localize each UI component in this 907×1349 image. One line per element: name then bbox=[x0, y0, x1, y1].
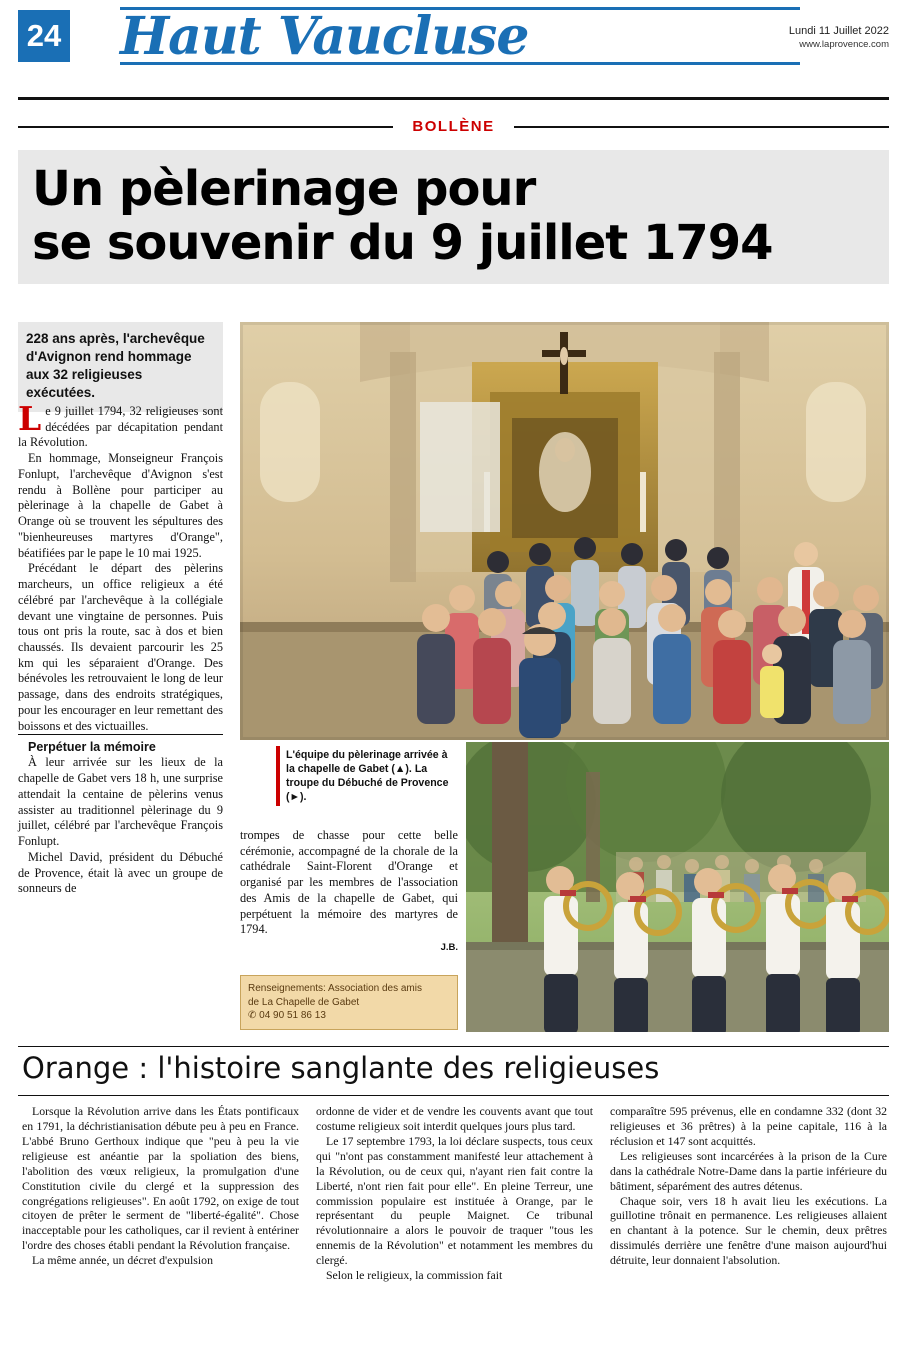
article1-paragraph-3: Précédant le départ des pèlerins marcheurs, un office religieux a été célébré par l'archevêque à la collégiale devant une vingtaine de personnes. Puis tous ont pris la route, sac à dos et bien chaussés. Ils devaient parcourir les 25 km qui les séparaient d'Orange. Des bénévoles les retrouvaient le long de leur passage, dans des endroits stratégiques, pour les encourager en leur remettant des boissons et des victuailles. bbox=[18, 561, 223, 733]
masthead-meta bbox=[789, 24, 889, 52]
article1-paragraph-4: À leur arrivée sur les lieux de la chapelle de Gabet vers 18 h, une surprise attendait la centaine de pèlerins venus assister au traditionnel pèlerinage du 9 juillet, célébré par l'archevêque François Fonlupt. bbox=[18, 755, 223, 849]
article1-paragraph-2: En hommage, Monseigneur François Fonlupt, l'archevêque d'Avignon s'est rendu à Bollène pour participer au pèlerinage à la chapelle de Gabet à Orange où se trouvent les sépultures des "bienheureuses martyres d'Orange", béatifiées par le pape le 10 mai 1925. bbox=[18, 451, 223, 560]
article1-column-left bbox=[18, 399, 223, 897]
header-divider bbox=[18, 97, 889, 100]
article2-col3-paragraph-1: comparaître 595 prévenus, elle en condamne 332 (dont 32 religieuses et 36 prêtres) à la peine capitale, 116 à la réclusion et 147 sont acquittés. bbox=[610, 1104, 887, 1148]
article1-paragraph-1-text: e 9 juillet 1794, 32 religieuses sont décédées par décapitation pendant la Révolution. bbox=[18, 404, 223, 450]
article2-rule-bottom bbox=[18, 1095, 889, 1096]
article1-info-box bbox=[240, 975, 458, 1030]
article1-paragraph-6: trompes de chasse pour cette belle cérémonie, accompagné de la chorale de la cathédrale Saint-Florent d'Orange et organisé par les membres de l'association des Amis de la chapelle de Gabet, qui perpétuent la mémoire des martyres de 1794. bbox=[240, 828, 458, 937]
article1-signature: J.B. bbox=[440, 942, 458, 954]
article2-col1-paragraph-1: Lorsque la Révolution arrive dans les États pontificaux en 1791, la déchristianisation débute peu à peu en France. L'abbé Bruno Gerthoux indique que "peu à peu la vie religieuse est anéantie par la spoliation des biens, l'abolition des vœux religieux, la promulgation d'une Constitution civile du clergé et la suppression des congrégations religieuses". En août 1792, on exige de tout citoyen de prêter le serment de "liberté-égalité". Chose inacceptable pour les catholiques, car il revient à entériner l'ordre des choses établi pendant la Révolution française. bbox=[22, 1104, 299, 1253]
dropcap: L bbox=[18, 399, 42, 438]
masthead-title: Haut Vaucluse bbox=[120, 6, 529, 67]
article1-column-mid bbox=[240, 828, 458, 954]
article1-chapeau: 228 ans après, l'archevêque d'Avignon rend hommage aux 32 religieuses exécutées. bbox=[18, 322, 223, 412]
article2-col3-paragraph-3: Chaque soir, vers 18 h avait lieu les exécutions. La guillotine trônait en permanence. Les religieuses allaient en chantant à la potence. Sur le chemin, deux prêtres dissimulés derrière une fenêtre d'une maison aujourd'hui détruite, leur donnaient l'absolution. bbox=[610, 1193, 887, 1268]
article1-subheading: Perpétuer la mémoire bbox=[18, 734, 223, 755]
article2-rule-top bbox=[18, 1046, 889, 1047]
article2-col2-paragraph-3: Selon le religieux, la commission fait bbox=[326, 1268, 503, 1283]
article1-headline-line2: se souvenir du 9 juillet 1794 bbox=[32, 215, 773, 272]
article1-secondary-photo bbox=[466, 742, 889, 1032]
article1-main-photo bbox=[240, 322, 889, 740]
article1-photo-caption: L'équipe du pèlerinage arrivée à la chapelle de Gabet (▲). La troupe du Débuché de Provence (►). bbox=[276, 746, 458, 806]
masthead bbox=[0, 0, 907, 72]
article2-column-2 bbox=[316, 1104, 593, 1283]
article2-col2-paragraph-2: Le 17 septembre 1793, la loi déclare suspects, tous ceux qui "n'ont pas constamment manifesté leur attachement à la Révolution, ou de ceux qui, n'ayant rien fait contre la Liberté, n'ont rien fait pour elle". En pleine Terreur, une commission populaire est instituée à Orange, par le représentant du peuple Maignet. Ce tribunal révolutionnaire a alors le pouvoir de traquer "tous les ennemis de la Révolution" et notamment les membres du clergé. bbox=[316, 1133, 593, 1268]
article2-column-1 bbox=[22, 1104, 299, 1268]
article1-paragraph-5: Michel David, président du Débuché de Provence, était là avec un groupe de sonneurs de bbox=[18, 849, 223, 896]
section-tag: BOLLÈNE bbox=[412, 118, 495, 135]
photo-horn-players-scene bbox=[466, 742, 889, 1032]
info-line-2: de La Chapelle de Gabet bbox=[248, 996, 360, 1008]
article1-headline bbox=[18, 150, 889, 284]
photo-church-group-scene bbox=[240, 322, 889, 740]
article2-headline: Orange : l'histoire sanglante des religieuses bbox=[22, 1051, 660, 1085]
article2-col2-paragraph-1: ordonne de vider et de vendre les couvents avant que tout costume religieux soit interdit quelques jours plus tard. bbox=[316, 1104, 593, 1133]
page-number: 24 bbox=[18, 10, 70, 62]
info-line-1: Renseignements: Association des amis bbox=[248, 983, 422, 994]
masthead-date: Lundi 11 Juillet 2022 bbox=[788, 25, 889, 37]
info-phone: ✆ 04 90 51 86 13 bbox=[248, 1010, 326, 1021]
article2-col3-paragraph-2: Les religieuses sont incarcérées à la prison de la Cure dans la cathédrale Notre-Dame dans la partie inférieure du bâtiment, séparément des autres détenus. bbox=[610, 1148, 887, 1193]
article1-headline-line1: Un pèlerinage pour bbox=[32, 161, 536, 217]
article1-paragraph-1 bbox=[18, 399, 223, 451]
masthead-url: www.laprovence.com bbox=[799, 38, 889, 50]
article2-column-3 bbox=[610, 1104, 887, 1268]
article2-col1-paragraph-2: La même année, un décret d'expulsion bbox=[32, 1253, 213, 1268]
